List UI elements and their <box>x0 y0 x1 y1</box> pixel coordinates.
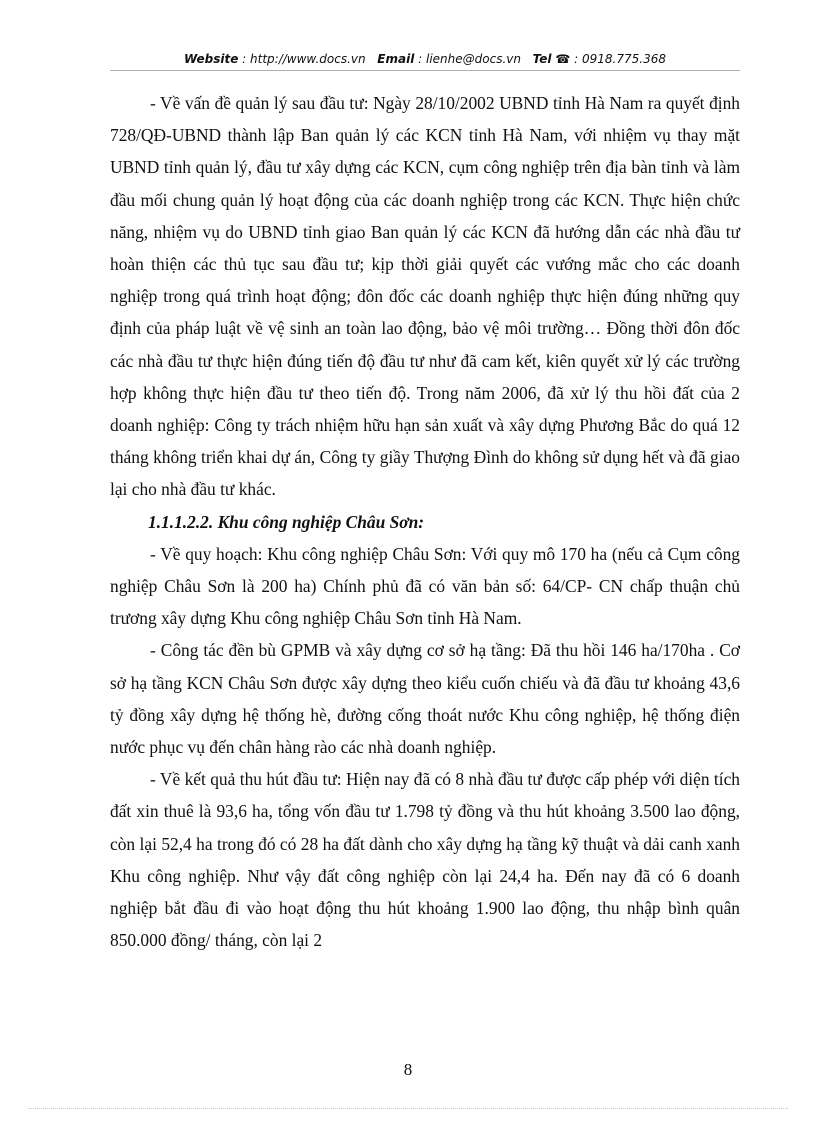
document-body <box>110 87 740 956</box>
section-heading-chau-son: 1.1.1.2.2. Khu công nghiệp Châu Sơn: <box>148 511 425 532</box>
header-divider <box>110 70 740 71</box>
email-value: : lienhe@docs.vn <box>418 52 521 66</box>
paragraph-planning: - Về quy hoạch: Khu công nghiệp Châu Sơn: Với quy mô 170 ha (nếu cả Cụm công nghiệp Châu Sơn là 200 ha) Chính phủ đã có văn bản số: 64/CP- CN chấp thuận chủ trương xây dựng Khu công nghiệp Châu Sơn tỉnh Hà Nam. <box>110 543 740 629</box>
website-label: Website <box>184 52 239 66</box>
phone-icon: ☎ <box>555 52 571 66</box>
paragraph-compensation-infrastructure: - Công tác đền bù GPMB và xây dựng cơ sở hạ tầng: Đã thu hồi 146 ha/170ha . Cơ sở hạ tầng KCN Châu Sơn được xây dựng theo kiểu cuốn chiếu và đã đầu tư khoảng 43,6 tỷ đồng xây dựng hệ thống hè, đường cống thoát nước Khu công nghiệp, hệ thống điện nước phục vụ đến chân hàng rào các nhà doanh nghiệp. <box>110 640 740 758</box>
paragraph-post-investment-management: - Về vấn đề quản lý sau đầu tư: Ngày 28/10/2002 UBND tỉnh Hà Nam ra quyết định 728/QĐ-UBND thành lập Ban quản lý các KCN tỉnh Hà Nam, với nhiệm vụ thay mặt UBND tỉnh quản lý, đầu tư xây dựng các KCN, cụm công nghiệp trên địa bàn tỉnh và làm đầu mối chung quản lý hoạt động của các doanh nghiệp trong các KCN. Thực hiện chức năng, nhiệm vụ do UBND tỉnh giao Ban quản lý các KCN đã hướng dẫn các nhà đầu tư hoàn thiện các thủ tục sau đầu tư; kịp thời giải quyết các vướng mắc cho các doanh nghiệp trong quá trình hoạt động; đôn đốc các doanh nghiệp thực hiện đúng những quy định của pháp luật về vệ sinh an toàn lao động, bảo vệ môi trường… Đồng thời đôn đốc các nhà đầu tư thực hiện đúng tiến độ đầu tư như đã cam kết, kiên quyết xử lý các trường hợp không thực hiện đầu tư theo tiến độ. Trong năm 2006, đã xử lý thu hồi đất của 2 doanh nghiệp: Công ty trách nhiệm hữu hạn sản xuất và xây dựng Phương Bắc do quá 12 tháng không triển khai dự án, Công ty giầy Thượng Đình do không sử dụng hết và đã giao lại cho nhà đầu tư khác. <box>110 93 740 500</box>
page-number: 8 <box>403 1060 413 1079</box>
paragraph-investment-results: - Về kết quả thu hút đầu tư: Hiện nay đã có 8 nhà đầu tư được cấp phép với diện tích đất xin thuê là 93,6 ha, tổng vốn đầu tư 1.798 tỷ đồng và thu hút khoảng 3.500 lao động, còn lại 52,4 ha trong đó có 28 ha đất dành cho xây dựng hạ tầng kỹ thuật và dải canh xanh Khu công nghiệp. Như vậy đất công nghiệp còn lại 24,4 ha. Đến nay đã có 6 doanh nghiệp bắt đầu đi vào hoạt động thu hút khoảng 1.900 lao động, thu nhập bình quân 850.000 đồng/ tháng, còn lại 2 <box>110 769 740 951</box>
email-label: Email <box>377 52 415 66</box>
footer-divider <box>28 1108 788 1109</box>
tel-label: Tel <box>532 52 552 66</box>
page-header <box>110 52 740 66</box>
tel-value: : 0918.775.368 <box>574 52 666 66</box>
website-value: : http://www.docs.vn <box>242 52 366 66</box>
